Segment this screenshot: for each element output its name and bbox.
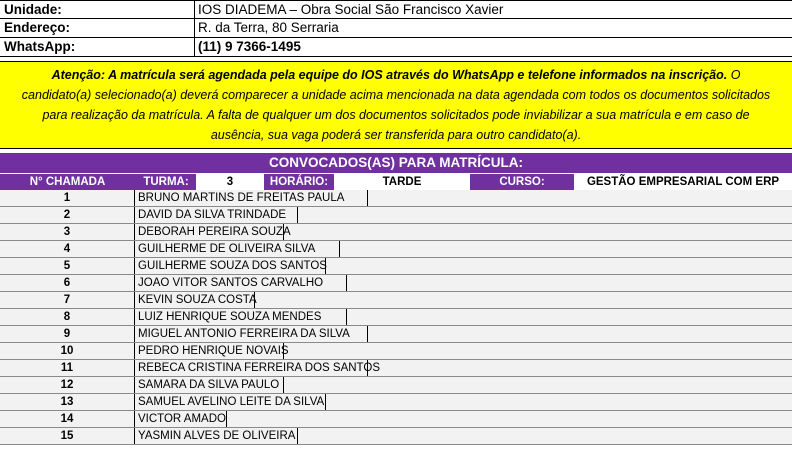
table-header	[0, 173, 792, 190]
attention-notice	[0, 61, 792, 149]
call-number: 13	[0, 394, 135, 410]
student-name: KEVIN SOUZA COSTA	[138, 294, 257, 306]
call-number: 7	[0, 292, 135, 308]
call-number: 15	[0, 428, 135, 444]
unit-value: IOS DIADEMA – Obra Social São Francisco Xavier	[198, 2, 504, 17]
turma-label: TURMA:	[143, 176, 189, 188]
chamada-header: N° CHAMADA	[29, 176, 106, 188]
unit-row	[0, 0, 792, 19]
student-name: GUILHERME DE OLIVEIRA SILVA	[138, 243, 316, 255]
curso-label: CURSO:	[499, 176, 545, 188]
list-item	[0, 360, 792, 377]
student-name: LUIZ HENRIQUE SOUZA MENDES	[138, 311, 322, 323]
student-name: DAVID DA SILVA TRINDADE	[138, 209, 287, 221]
call-number: 3	[0, 224, 135, 240]
horario-label: HORÁRIO:	[269, 176, 329, 188]
student-name: GUILHERME SOUZA DOS SANTOS	[138, 260, 327, 272]
call-number: 1	[0, 190, 135, 206]
student-name: REBECA CRISTINA FERREIRA DOS SANTOS	[138, 362, 380, 374]
address-row	[0, 19, 792, 38]
list-item	[0, 411, 792, 428]
turma-value: 3	[196, 174, 264, 190]
address-value: R. da Terra, 80 Serraria	[198, 20, 339, 35]
call-number: 4	[0, 241, 135, 257]
list-item	[0, 224, 792, 241]
notice-bold-text: Atenção: A matrícula será agendada pela equipe do IOS através do WhatsApp e telefone informados na inscrição.	[51, 68, 728, 82]
whatsapp-row	[0, 38, 792, 57]
call-number: 5	[0, 258, 135, 274]
list-item	[0, 309, 792, 326]
curso-value: GESTÃO EMPRESARIAL COM ERP	[574, 174, 792, 190]
call-number: 9	[0, 326, 135, 342]
notice-rest-text: O candidato(a) selecionado(a) deverá comparecer a unidade acima mencionada na data agendada com todos os documentos solicitados para realização da matrícula. A falta de qualquer um dos documentos solicitados pode inviabilizar a sua matrícula e em caso de ausência, sua vaga poderá ser transferida para outro candidato(a).	[21, 68, 771, 142]
list-item	[0, 377, 792, 394]
call-number: 14	[0, 411, 135, 427]
student-name: SAMUEL AVELINO LEITE DA SILVA	[138, 396, 325, 408]
unit-info-block	[0, 0, 792, 60]
list-item	[0, 292, 792, 309]
student-name: YASMIN ALVES DE OLIVEIRA	[138, 430, 296, 442]
student-name: VICTOR AMADO	[138, 413, 226, 425]
list-item	[0, 207, 792, 224]
student-name: PEDRO HENRIQUE NOVAIS	[138, 345, 289, 357]
list-item	[0, 241, 792, 258]
call-number: 10	[0, 343, 135, 359]
call-number: 12	[0, 377, 135, 393]
whatsapp-label: WhatsApp:	[0, 38, 195, 56]
address-label: Endereço:	[0, 19, 195, 37]
call-number: 6	[0, 275, 135, 291]
student-name: DEBORAH PEREIRA SOUZA	[138, 226, 291, 238]
student-name: BRUNO MARTINS DE FREITAS PAULA	[138, 192, 345, 204]
notice-text	[0, 65, 792, 145]
list-item	[0, 394, 792, 411]
section-title: CONVOCADOS(AS) PARA MATRÍCULA:	[0, 153, 792, 173]
list-item	[0, 190, 792, 207]
call-number: 2	[0, 207, 135, 223]
list-item	[0, 275, 792, 292]
unit-label: Unidade:	[0, 1, 195, 18]
student-name: JOAO VITOR SANTOS CARVALHO	[138, 277, 324, 289]
list-item	[0, 428, 792, 445]
call-number: 11	[0, 360, 135, 376]
student-name: SAMARA DA SILVA PAULO	[138, 379, 280, 391]
horario-value: TARDE	[334, 174, 470, 190]
call-number: 8	[0, 309, 135, 325]
student-name: MIGUEL ANTONIO FERREIRA DA SILVA	[138, 328, 350, 340]
students-list	[0, 190, 792, 445]
list-item	[0, 343, 792, 360]
list-item	[0, 326, 792, 343]
list-item	[0, 258, 792, 275]
whatsapp-value: (11) 9 7366-1495	[198, 39, 301, 54]
